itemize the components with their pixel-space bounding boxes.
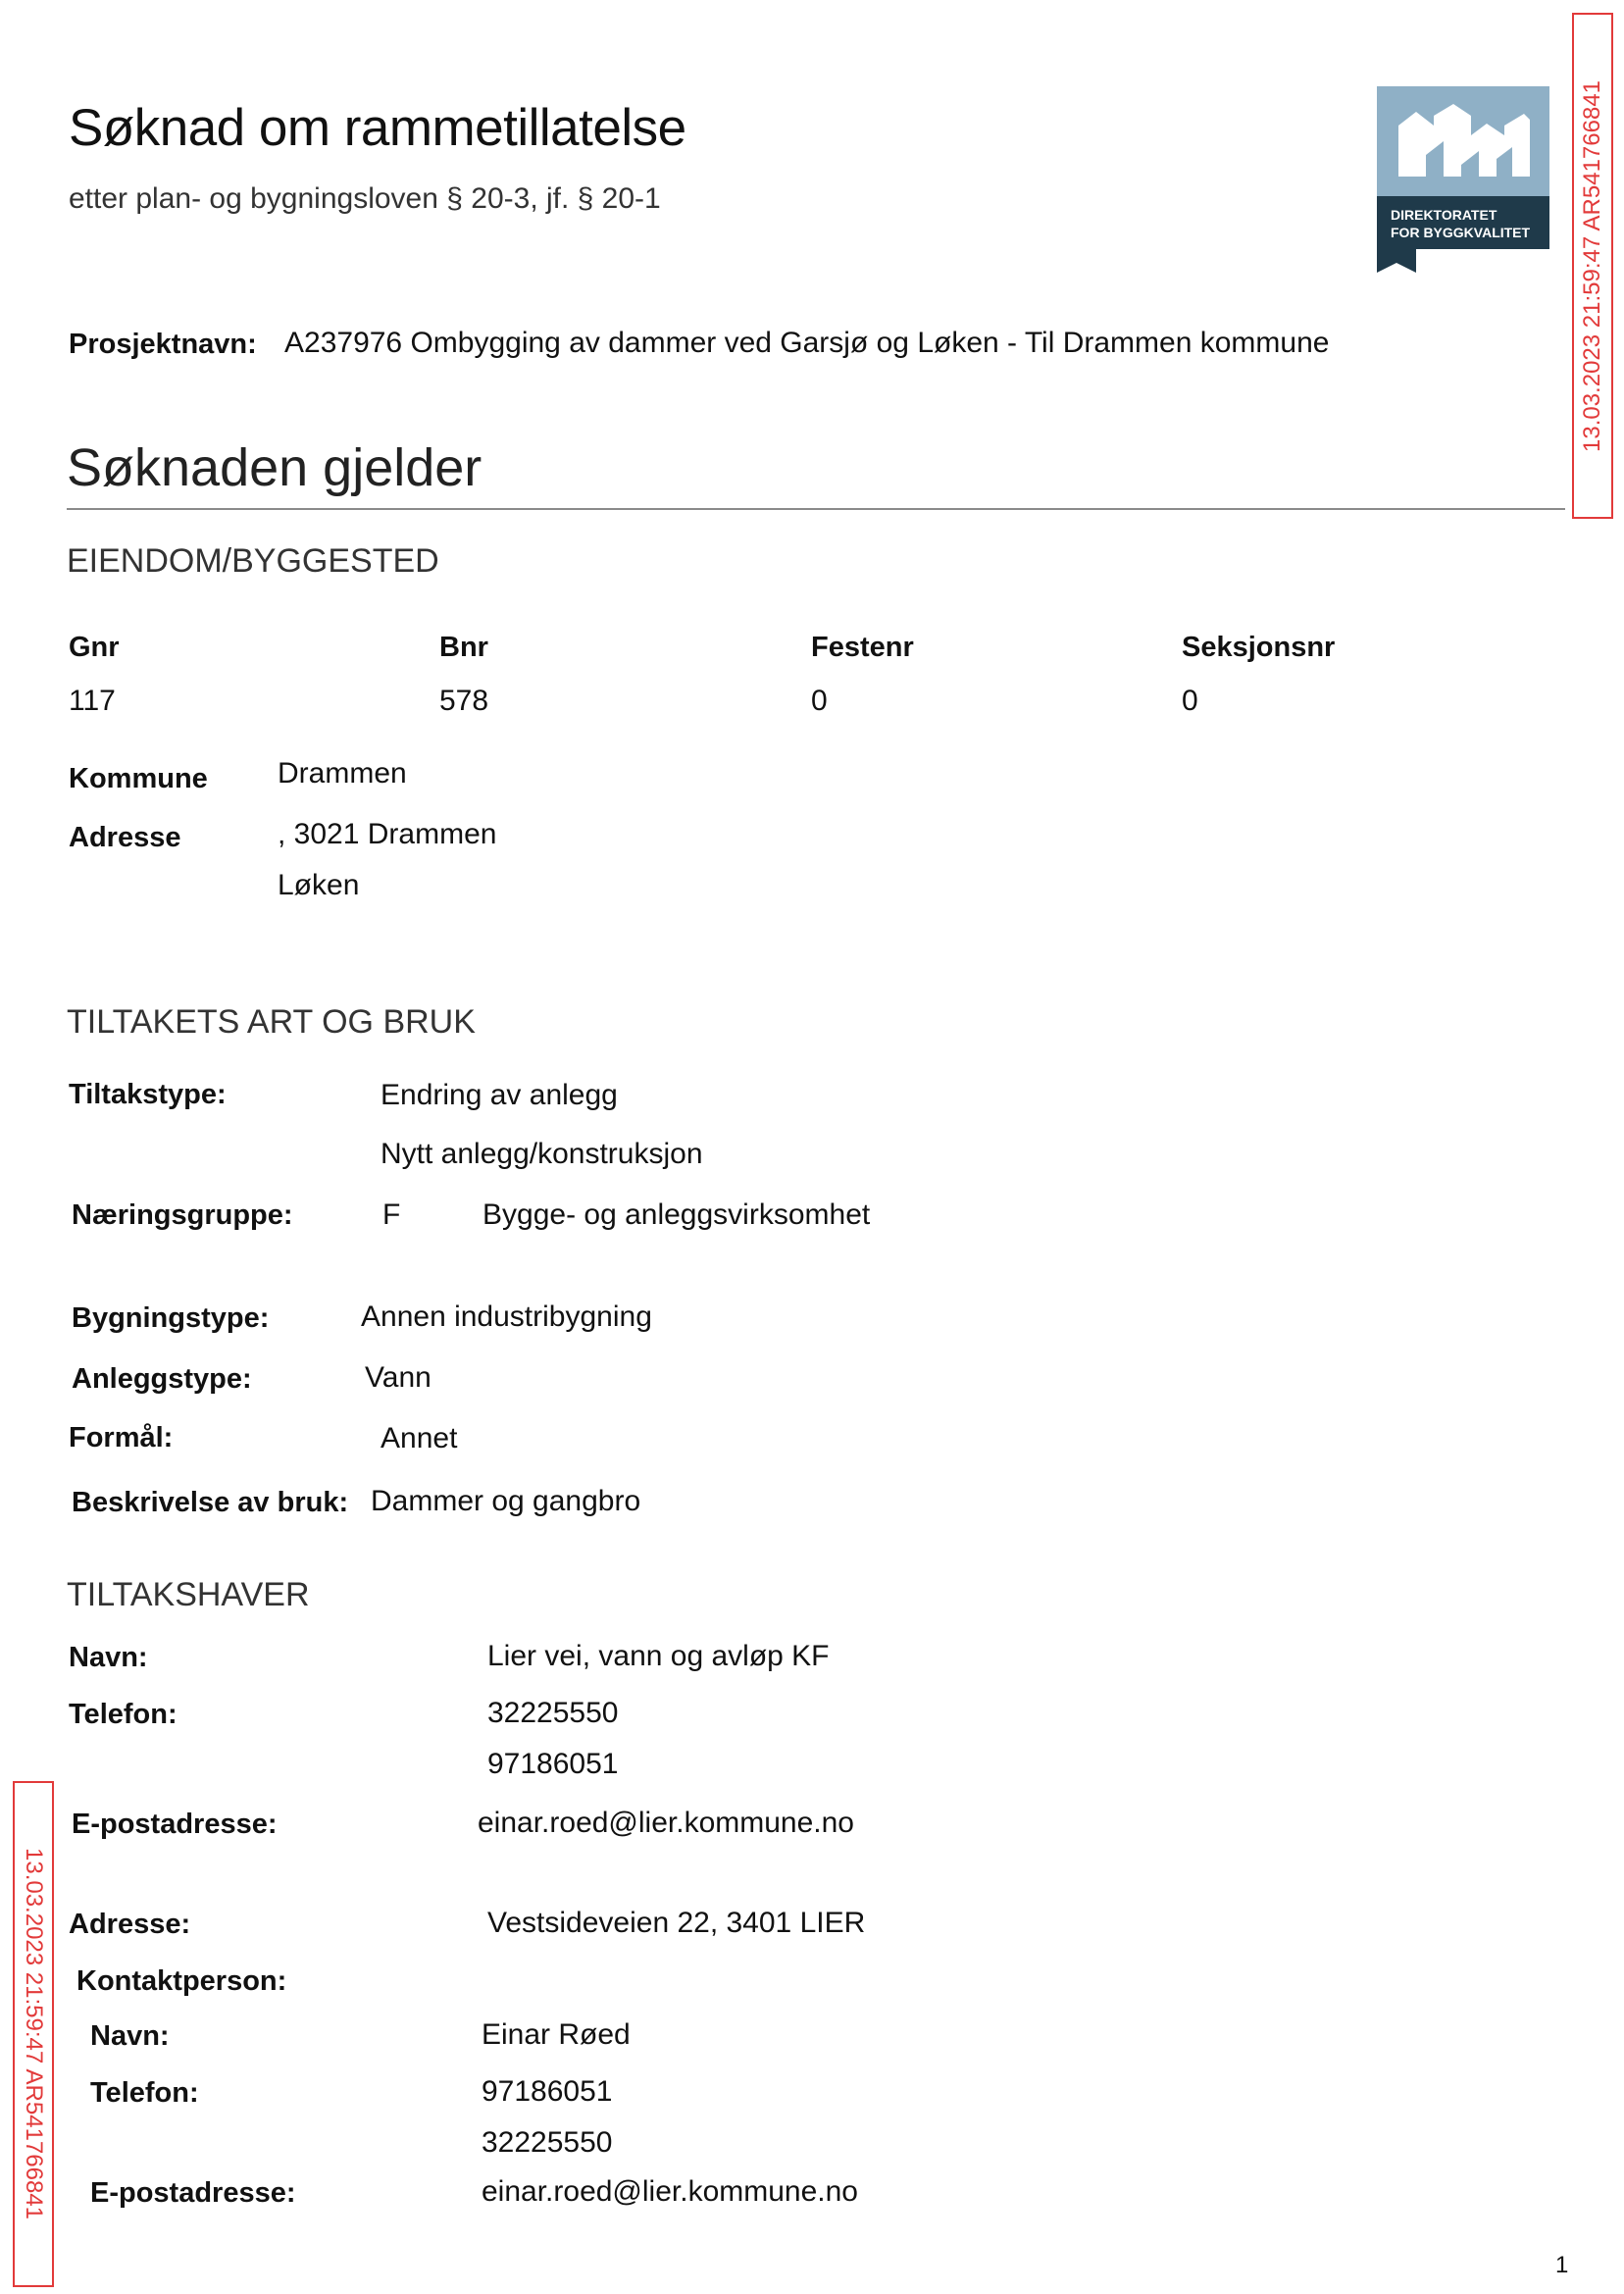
- kontakt-telefon-value-2: 32225550: [482, 2126, 613, 2159]
- svg-text:FOR BYGGKVALITET: FOR BYGGKVALITET: [1391, 225, 1531, 240]
- eiendom-heading: EIENDOM/BYGGESTED: [67, 542, 439, 580]
- kommune-value: Drammen: [278, 757, 407, 790]
- kommune-label: Kommune: [69, 763, 208, 794]
- tiltakshaver-navn-value: Lier vei, vann og avløp KF: [487, 1640, 830, 1672]
- timestamp-stamp-bottom: 13.03.2023 21:59:47 AR541766841: [13, 1781, 54, 2287]
- page-number: 1: [1555, 2252, 1569, 2278]
- tiltakshaver-navn-label: Navn:: [69, 1642, 148, 1673]
- gnr-value: 117: [69, 685, 116, 717]
- formal-label: Formål:: [69, 1422, 174, 1453]
- tiltakstype-value-1: Endring av anlegg: [381, 1079, 618, 1111]
- gnr-label: Gnr: [69, 632, 120, 663]
- anleggstype-label: Anleggstype:: [72, 1363, 252, 1395]
- adresse-line1: , 3021 Drammen: [278, 818, 497, 850]
- formal-value: Annet: [381, 1422, 458, 1454]
- anleggstype-value: Vann: [365, 1361, 431, 1394]
- naeringsgruppe-label: Næringsgruppe:: [72, 1199, 293, 1231]
- bygningstype-label: Bygningstype:: [72, 1302, 270, 1334]
- kontakt-telefon-label: Telefon:: [90, 2077, 199, 2109]
- document-title: Søknad om rammetillatelse: [69, 99, 686, 157]
- tiltakshaver-adresse-value: Vestsideveien 22, 3401 LIER: [487, 1907, 866, 1939]
- project-value: A237976 Ombygging av dammer ved Garsjø og Løken - Til Drammen kommune: [284, 327, 1330, 359]
- naeringsgruppe-value: Bygge- og anleggsvirksomhet: [482, 1198, 871, 1231]
- tiltakshaver-adresse-label: Adresse:: [69, 1909, 191, 1940]
- seksjonsnr-label: Seksjonsnr: [1182, 632, 1336, 663]
- tiltakstype-value-2: Nytt anlegg/konstruksjon: [381, 1138, 703, 1170]
- tiltak-heading: TILTAKETS ART OG BRUK: [67, 1003, 476, 1041]
- beskrivelse-label: Beskrivelse av bruk:: [72, 1487, 349, 1518]
- tiltakshaver-epost-label: E-postadresse:: [72, 1809, 278, 1840]
- dibk-logo: [1377, 86, 1549, 273]
- kontakt-navn-label: Navn:: [90, 2020, 170, 2052]
- bygningstype-value: Annen industribygning: [361, 1300, 652, 1333]
- beskrivelse-value: Dammer og gangbro: [371, 1485, 641, 1517]
- kontaktperson-label: Kontaktperson:: [76, 1965, 287, 1997]
- bnr-value: 578: [439, 685, 489, 717]
- tiltakstype-label: Tiltakstype:: [69, 1079, 227, 1110]
- festenr-label: Festenr: [811, 632, 914, 663]
- timestamp-stamp-top: 13.03.2023 21:59:47 AR541766841: [1572, 13, 1613, 519]
- section-divider: [67, 508, 1565, 510]
- tiltakshaver-telefon-value-2: 97186051: [487, 1748, 619, 1780]
- naeringsgruppe-code: F: [382, 1198, 401, 1231]
- festenr-value: 0: [811, 685, 828, 717]
- seksjonsnr-value: 0: [1182, 685, 1198, 717]
- kontakt-telefon-value-1: 97186051: [482, 2075, 613, 2108]
- bnr-label: Bnr: [439, 632, 488, 663]
- section-heading: Søknaden gjelder: [67, 438, 482, 497]
- tiltakshaver-telefon-value-1: 32225550: [487, 1697, 619, 1729]
- document-subtitle: etter plan- og bygningsloven § 20-3, jf. § 20-1: [69, 182, 661, 215]
- tiltakshaver-epost-value: einar.roed@lier.kommune.no: [478, 1807, 854, 1839]
- svg-text:DIREKTORATET: DIREKTORATET: [1391, 207, 1497, 223]
- kontakt-navn-value: Einar Røed: [482, 2018, 631, 2051]
- kontakt-epost-label: E-postadresse:: [90, 2177, 296, 2209]
- adresse-line2: Løken: [278, 869, 360, 901]
- adresse-label: Adresse: [69, 822, 181, 853]
- project-label: Prosjektnavn:: [69, 329, 257, 360]
- tiltakshaver-telefon-label: Telefon:: [69, 1699, 178, 1730]
- kontakt-epost-value: einar.roed@lier.kommune.no: [482, 2175, 858, 2208]
- tiltakshaver-heading: TILTAKSHAVER: [67, 1576, 310, 1613]
